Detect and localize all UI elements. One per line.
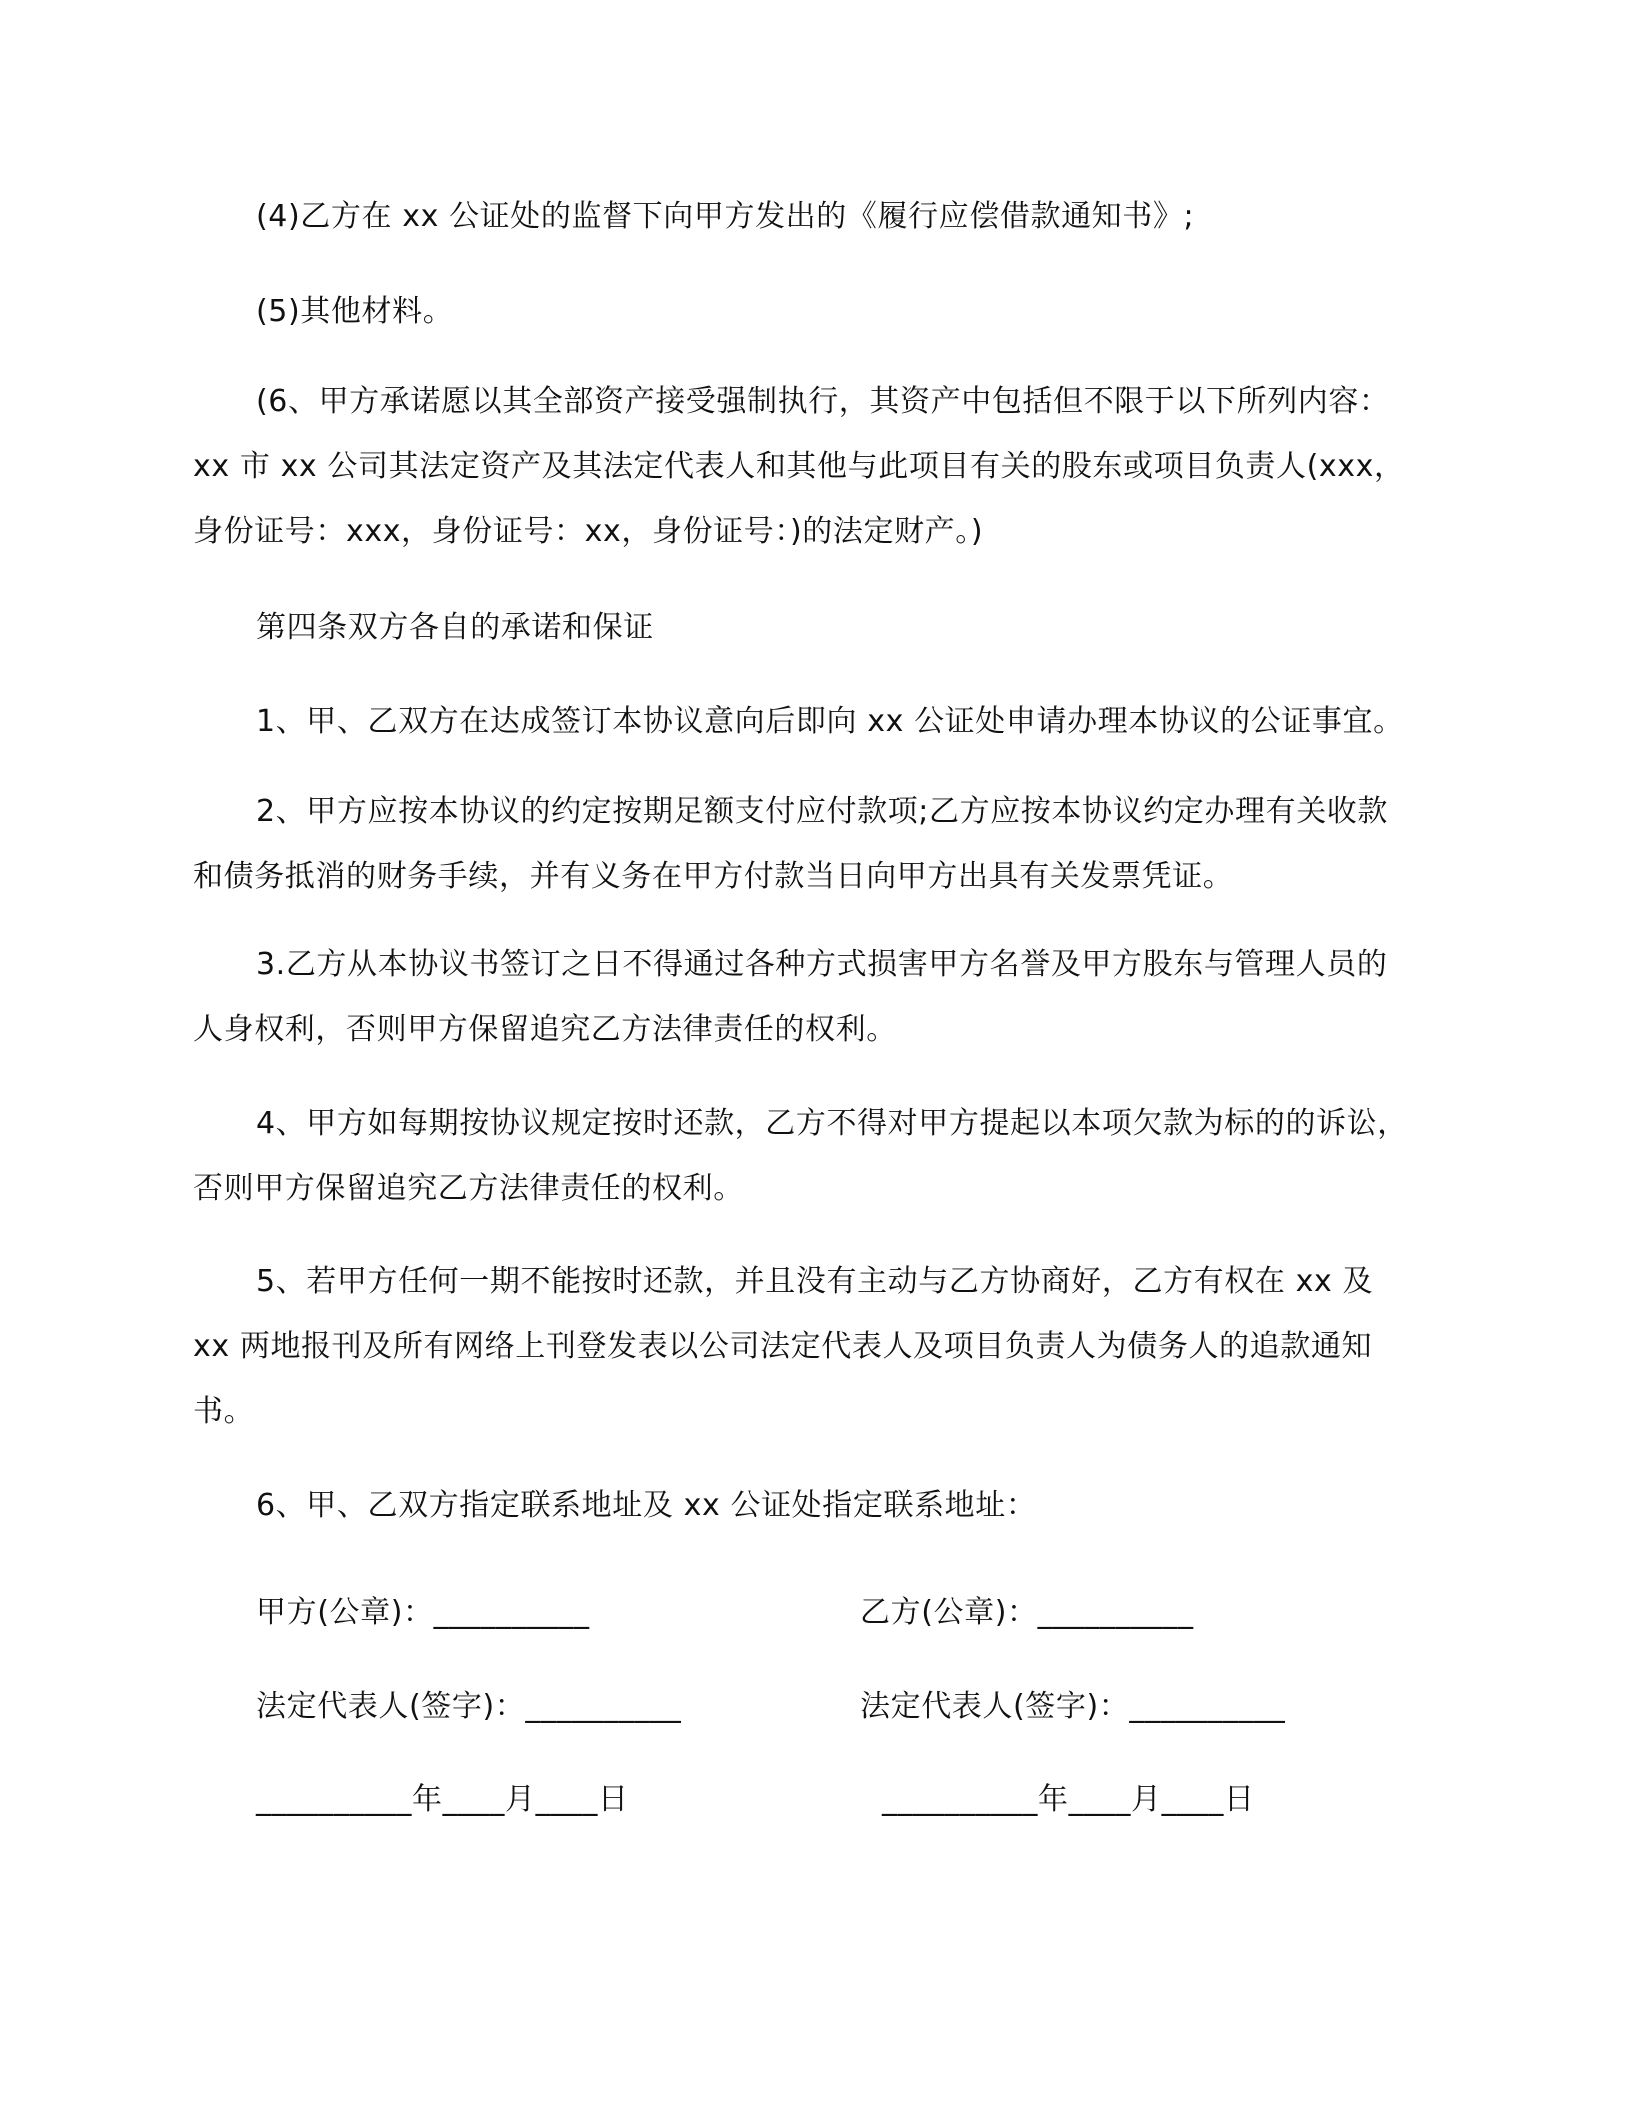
clause-4-line-1: 4、甲方如每期按协议规定按时还款，乙方不得对甲方提起以本项欠款为标的的诉讼， <box>256 1106 1408 1141</box>
clause-5-line-2: xx 两地报刊及所有网络上刊登发表以公司法定代表人及项目负责人为债务人的追款通知 <box>193 1329 1373 1364</box>
item-4-line-1: (4)乙方在 xx 公证处的监督下向甲方发出的《履行应偿借款通知书》; <box>256 199 1195 234</box>
clause-2-line-1: 2、甲方应按本协议的约定按期足额支付应付款项;乙方应按本协议约定办理有关收款 <box>256 794 1388 829</box>
party-b-seal-field[interactable]: 乙方(公章)：__________ <box>860 1595 1194 1630</box>
clause-3-line-1: 3.乙方从本协议书签订之日不得通过各种方式损害甲方名誉及甲方股东与管理人员的 <box>256 947 1388 982</box>
party-b-date-field[interactable]: __________年____月____日 <box>882 1782 1255 1817</box>
party-b-representative-field[interactable]: 法定代表人(签字)：__________ <box>860 1689 1286 1724</box>
party-a-date-field[interactable]: __________年____月____日 <box>256 1782 629 1817</box>
clause-4-line-2: 否则甲方保留追究乙方法律责任的权利。 <box>193 1171 744 1206</box>
party-a-representative-field[interactable]: 法定代表人(签字)：__________ <box>256 1689 682 1724</box>
clause-2-line-2: 和债务抵消的财务手续，并有义务在甲方付款当日向甲方出具有关发票凭证。 <box>193 859 1234 894</box>
item-6-line-1: (6、甲方承诺愿以其全部资产接受强制执行，其资产中包括但不限于以下所列内容： <box>256 384 1390 419</box>
item-6-line-2: xx 市 xx 公司其法定资产及其法定代表人和其他与此项目有关的股东或项目负责人(xxx， <box>193 449 1405 484</box>
item-5-line-1: (5)其他材料。 <box>256 294 454 329</box>
clause-5-line-3: 书。 <box>193 1394 255 1429</box>
clause-1-line-1: 1、甲、乙双方在达成签订本协议意向后即向 xx 公证处申请办理本协议的公证事宜。 <box>256 704 1404 739</box>
item-6-line-3: 身份证号：xxx，身份证号：xx，身份证号：)的法定财产。) <box>193 514 984 549</box>
clause-6-line-1: 6、甲、乙双方指定联系地址及 xx 公证处指定联系地址： <box>256 1488 1037 1523</box>
clause-5-line-1: 5、若甲方任何一期不能按时还款，并且没有主动与乙方协商好，乙方有权在 xx 及 <box>256 1264 1374 1299</box>
article-4-heading: 第四条双方各自的承诺和保证 <box>256 610 654 645</box>
clause-3-line-2: 人身权利，否则甲方保留追究乙方法律责任的权利。 <box>193 1012 897 1047</box>
party-a-seal-field[interactable]: 甲方(公章)：__________ <box>256 1595 590 1630</box>
